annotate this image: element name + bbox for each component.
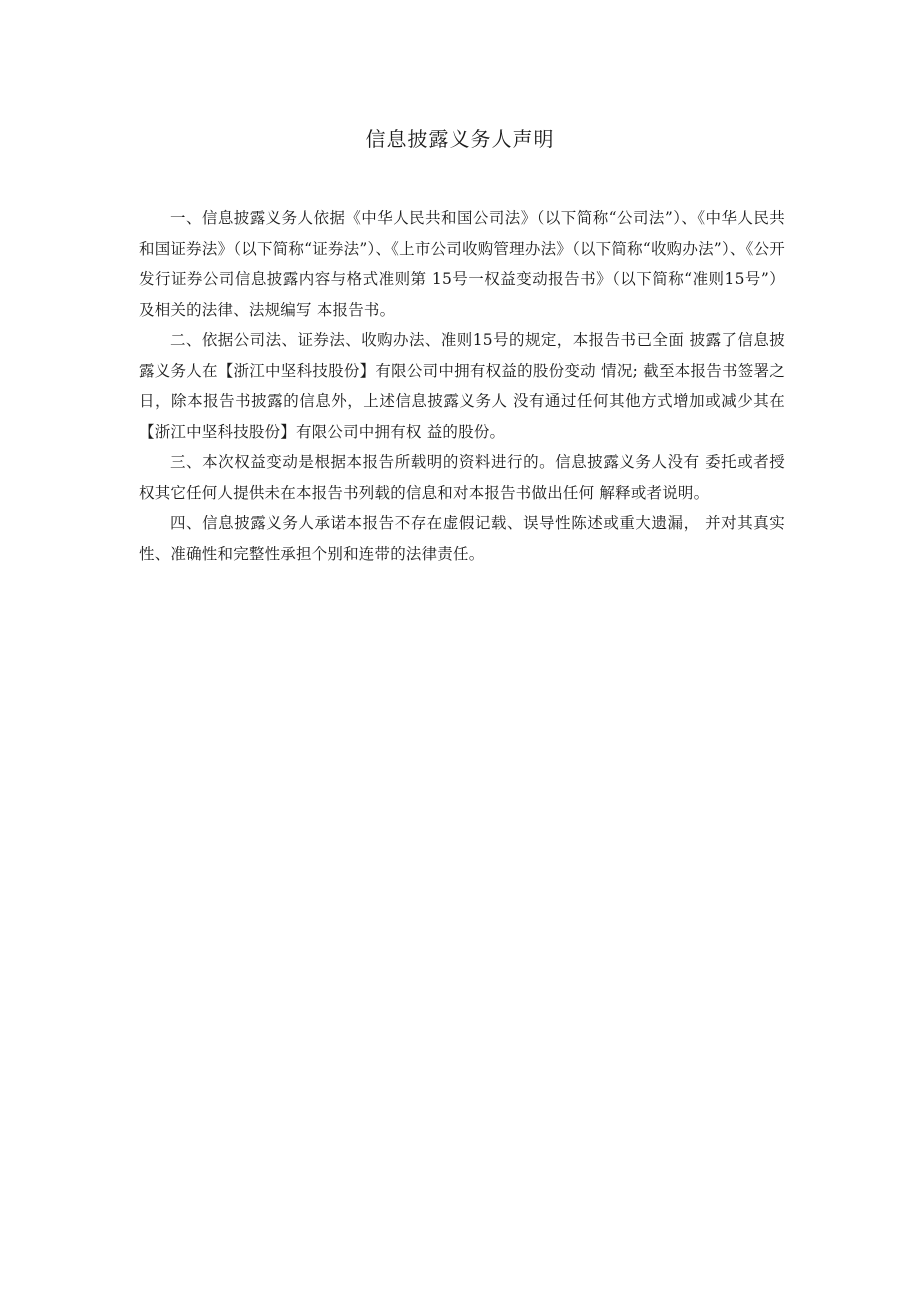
statement-body (139, 203, 785, 569)
document-title: 信息披露义务人声明 (365, 127, 555, 151)
statement-paragraph-4: 四、信息披露义务人承诺本报告不存在虚假记载、误导性陈述或重大遗漏， 并对其真实性、准确性和完整性承担个别和连带的法律责任。 (139, 514, 785, 563)
statement-paragraph-1: 一、信息披露义务人依据《中华人民共和国公司法》（以下简称“公司法”）、《中华人民共和国证券法》（以下简称“证券法”）、《上市公司收购管理办法》（以下简称“收购办法”）、《公开发行证券公司信息披露内容与格式准则第 15号一权益变动报告书》（以下简称“准则15号”）及相关的法律、法规编写 本报告书。 (139, 209, 785, 319)
statement-paragraph-3: 三、本次权益变动是根据本报告所载明的资料进行的。信息披露义务人没有 委托或者授权其它任何人提供未在本报告书列载的信息和对本报告书做出任何 解释或者说明。 (139, 453, 785, 502)
statement-paragraph-2: 二、依据公司法、证券法、收购办法、准则15号的规定，本报告书已全面 披露了信息披露义务人在【浙江中坚科技股份】有限公司中拥有权益的股份变动 情况; 截至本报告书签署之日，除本报告书披露的信息外，上述信息披露义务人 没有通过任何其他方式增加或减少其在【浙江中坚科技股份】有限公司中拥有权 益的股份。 (139, 331, 785, 441)
